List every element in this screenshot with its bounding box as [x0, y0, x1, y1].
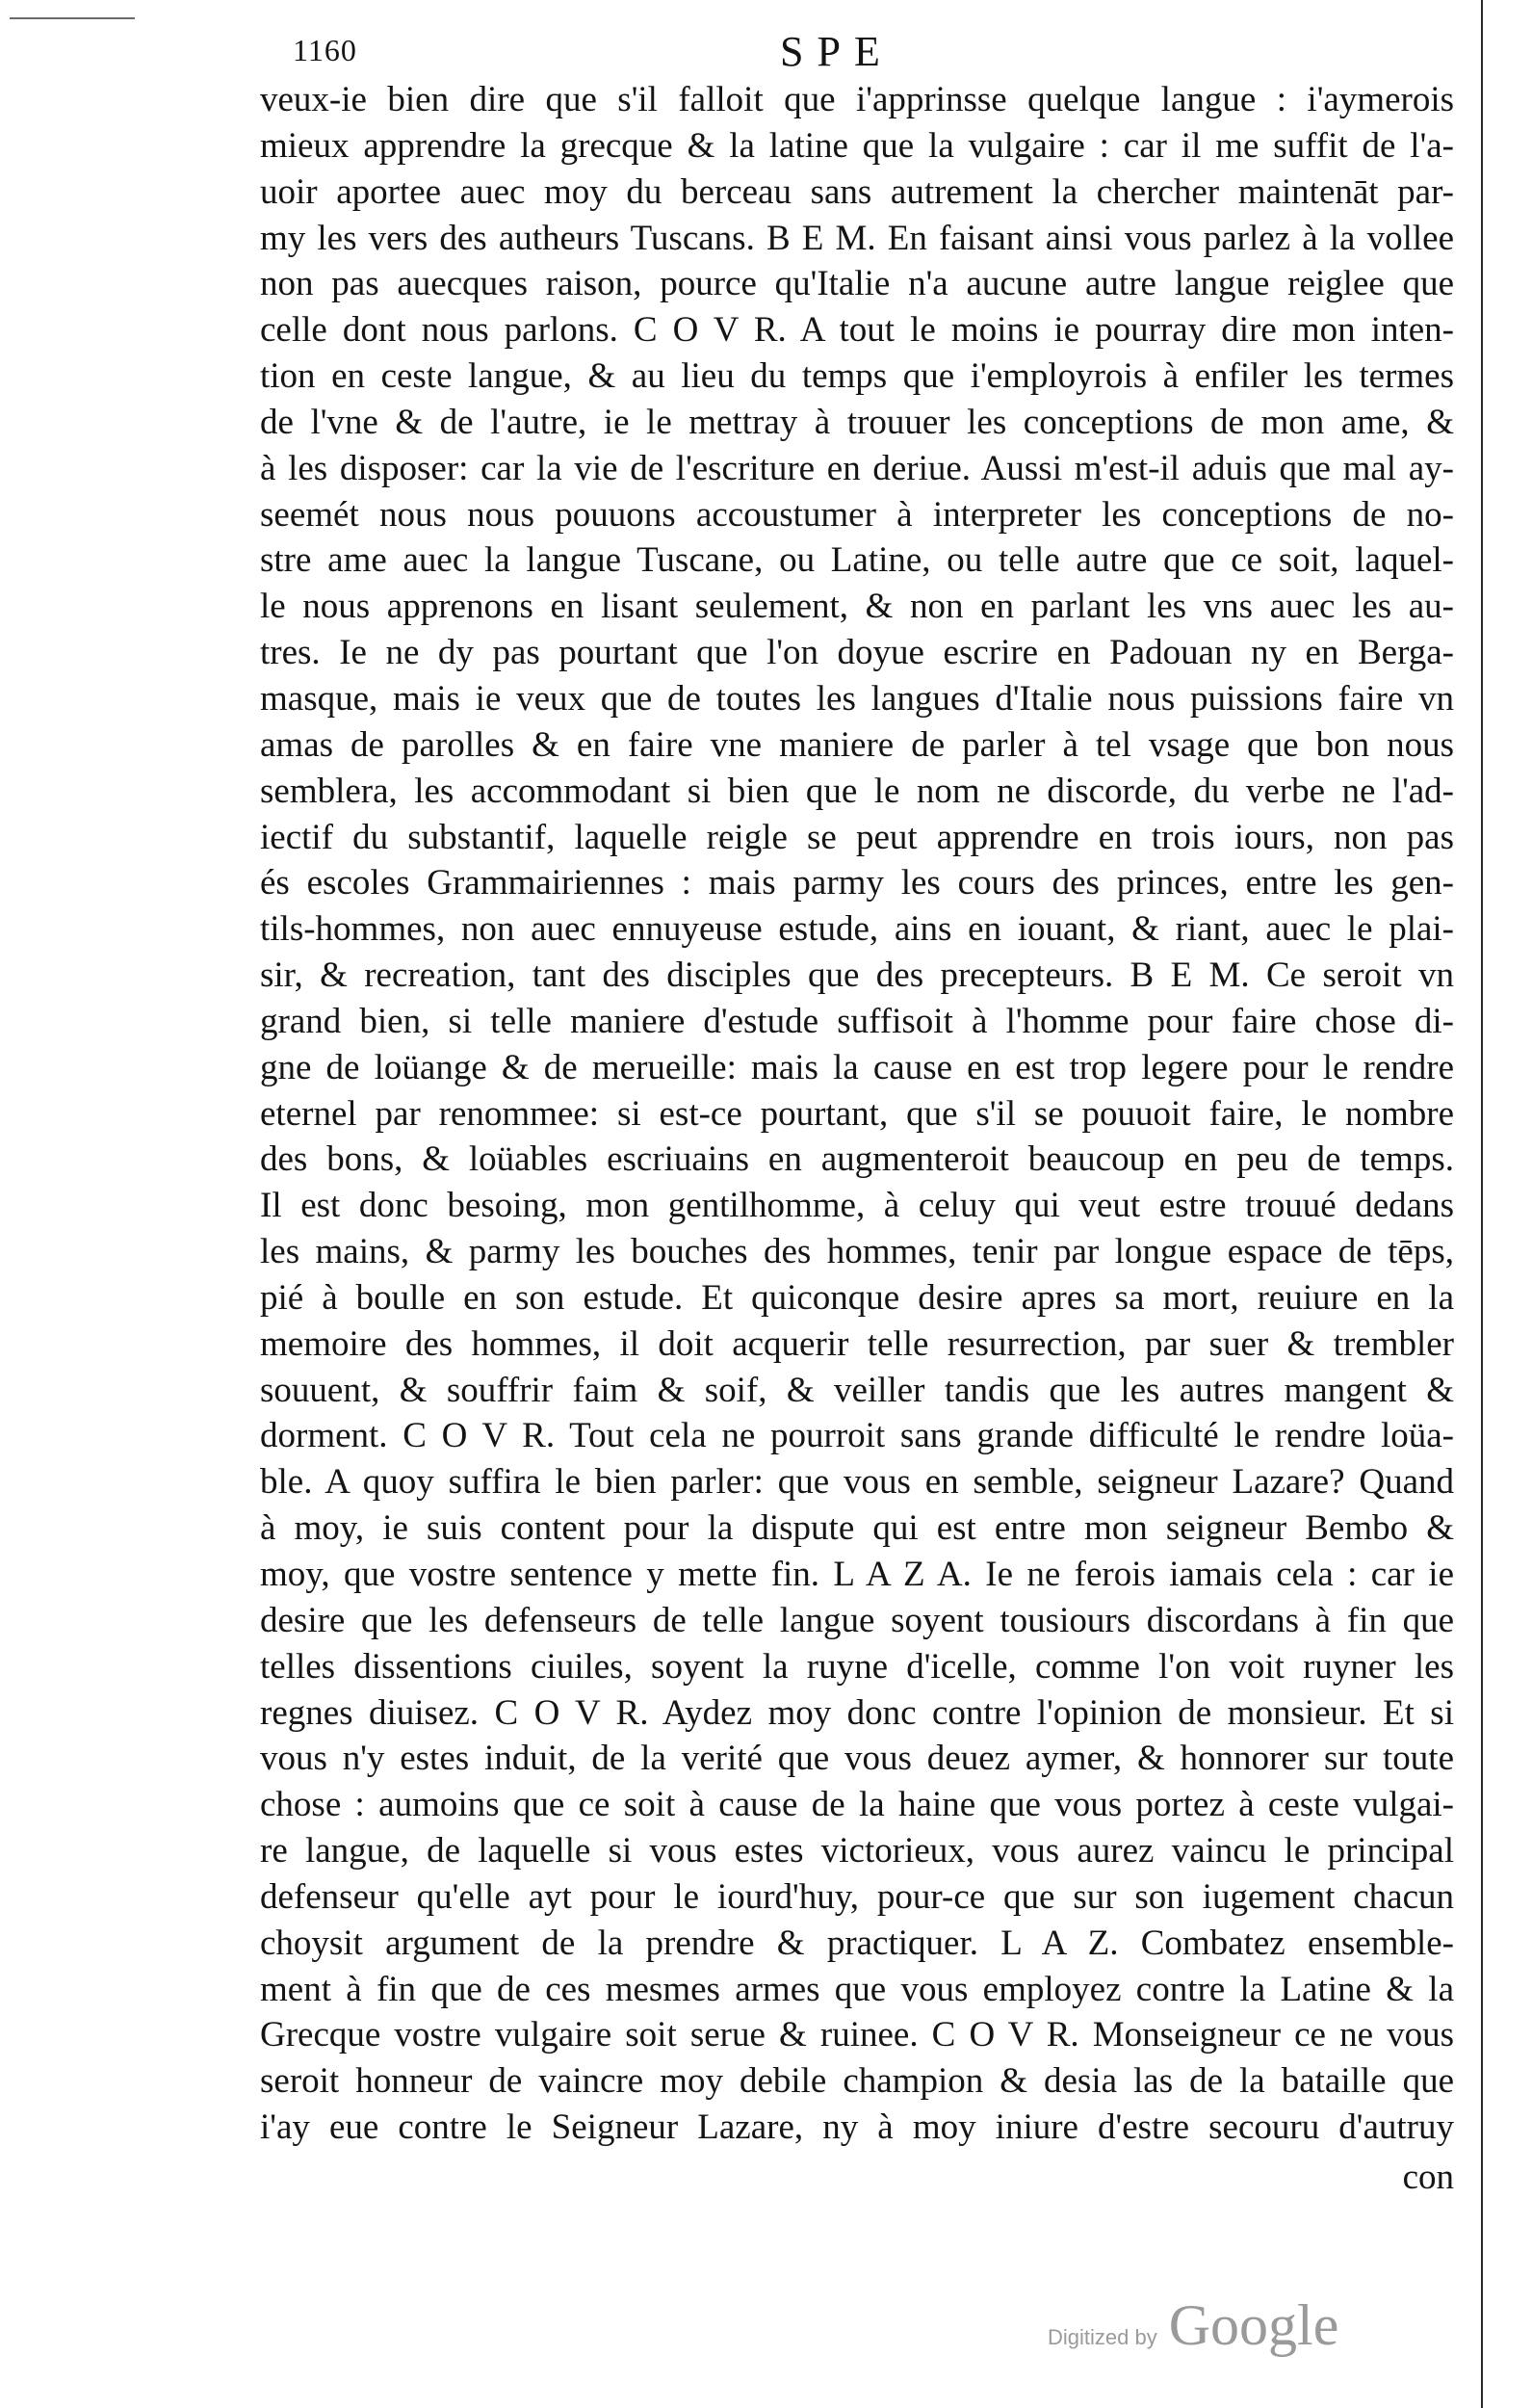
text-line: re langue, de laquelle si vous estes victorieux, vous aurez vaincu le principal	[260, 1831, 1454, 1871]
text-line: des bons, & loüables escriuains en augmenteroit beaucoup en peu de temps.	[260, 1139, 1454, 1180]
text-line: seemét nous nous pouuons accoustumer à interpreter les conceptions de no-	[260, 494, 1454, 535]
digitized-watermark	[1048, 2292, 1338, 2359]
text-line: defenseur qu'elle ayt pour le iourd'huy, pour-ce que sur son iugement chacun	[260, 1876, 1454, 1917]
text-line: veux-ie bien dire que s'il falloit que i'apprinsse quelque langue : i'aymerois	[260, 80, 1454, 119]
running-head: SPE	[780, 28, 894, 75]
text-line: gne de loüange & de merueille: mais la cause en est trop legere pour le rendre	[260, 1047, 1454, 1087]
text-line: à les disposer: car la vie de l'escriture en deriue. Aussi m'est-il aduis que mal ay-	[260, 448, 1454, 488]
text-line: amas de parolles & en faire vne maniere de parler à tel vsage que bon nous	[260, 724, 1454, 765]
text-line: moy, que vostre sentence y mette fin. L A Z A. Ie ne ferois iamais cela : car ie	[260, 1555, 1454, 1594]
scan-mark	[1481, 0, 1483, 2408]
catchword: con	[1402, 2157, 1454, 2197]
text-line: à moy, ie suis content pour la dispute qui est entre mon seigneur Bembo &	[260, 1508, 1454, 1549]
text-line: regnes diuisez. C O V R. Aydez moy donc contre l'opinion de monsieur. Et si	[260, 1692, 1454, 1733]
text-line: uoir aportee auec moy du berceau sans autrement la chercher maintenāt par-	[260, 171, 1454, 212]
page-number: 1160	[293, 33, 357, 67]
scan-mark	[10, 17, 135, 19]
text-line: telles dissentions ciuiles, soyent la ruyne d'icelle, comme l'on voit ruyner les	[260, 1646, 1454, 1687]
body-text	[260, 77, 1454, 2201]
text-line: non pas auecques raison, pource qu'Italie n'a aucune autre langue reiglee que	[260, 264, 1454, 304]
text-line: de l'vne & de l'autre, ie le mettray à trouuer les conceptions de mon ame, &	[260, 402, 1454, 442]
text-line: és escoles Grammairiennes : mais parmy les cours des princes, entre les gen-	[260, 863, 1454, 903]
text-line: le nous apprenons en lisant seulement, & non en parlant les vns auec les au-	[260, 587, 1454, 627]
text-line: masque, mais ie veux que de toutes les langues d'Italie nous puissions faire vn	[260, 678, 1454, 719]
text-line: stre ame auec la langue Tuscane, ou Latine, ou telle autre que ce soit, laquel-	[260, 540, 1454, 581]
text-line: eternel par renommee: si est-ce pourtant, que s'il se pouuoit faire, le nombre	[260, 1093, 1454, 1134]
text-line: seroit honneur de vaincre moy debile champion & desia las de la bataille que	[260, 2061, 1454, 2102]
text-line: desire que les defenseurs de telle langue soyent tousiours discordans à fin que	[260, 1600, 1454, 1640]
text-line: iectif du substantif, laquelle reigle se peut apprendre en trois iours, non pas	[260, 817, 1454, 857]
text-line: dorment. C O V R. Tout cela ne pourroit sans grande difficulté le rendre loüa-	[260, 1416, 1454, 1456]
text-line: tils-hommes, non auec ennuyeuse estude, ains en iouant, & riant, auec le plai-	[260, 909, 1454, 950]
watermark-brand: Google	[1168, 2293, 1339, 2357]
text-line: vous n'y estes induit, de la verité que vous deuez aymer, & honnorer sur toute	[260, 1739, 1454, 1779]
text-line: my les vers des autheurs Tuscans. B E M. En faisant ainsi vous parlez à la vollee	[260, 218, 1454, 258]
watermark-prefix: Digitized by	[1048, 2325, 1157, 2349]
text-line: ble. A quoy suffira le bien parler: que vous en semble, seigneur Lazare? Quand	[260, 1462, 1454, 1503]
text-line: i'ay eue contre le Seigneur Lazare, ny à moy iniure d'estre secouru d'autruy	[260, 2107, 1454, 2148]
text-line: memoire des hommes, il doit acquerir telle resurrection, par suer & trembler	[260, 1323, 1454, 1364]
text-line: Grecque vostre vulgaire soit serue & ruinee. C O V R. Monseigneur ce ne vous	[260, 2015, 1454, 2055]
text-line: souuent, & souffrir faim & soif, & veiller tandis que les autres mangent &	[260, 1370, 1454, 1410]
text-line: celle dont nous parlons. C O V R. A tout le moins ie pourray dire mon inten-	[260, 310, 1454, 351]
text-line: tion en ceste langue, & au lieu du temps que i'employrois à enfiler les termes	[260, 356, 1454, 397]
text-line: ment à fin que de ces mesmes armes que vous employez contre la Latine & la	[260, 1969, 1454, 2009]
text-line: semblera, les accommodant si bien que le nom ne discorde, du verbe ne l'ad-	[260, 771, 1454, 811]
text-line: tres. Ie ne dy pas pourtant que l'on doyue escrire en Padouan ny en Berga-	[260, 633, 1454, 673]
text-line: pié à boulle en son estude. Et quiconque desire apres sa mort, reuiure en la	[260, 1277, 1454, 1318]
text-line: choysit argument de la prendre & practiquer. L A Z. Combatez ensemble-	[260, 1923, 1454, 1963]
text-line: mieux apprendre la grecque & la latine que la vulgaire : car il me suffit de l'a-	[260, 125, 1454, 166]
text-line: grand bien, si telle maniere d'estude suffisoit à l'homme pour faire chose di-	[260, 1001, 1454, 1041]
text-line: Il est donc besoing, mon gentilhomme, à celuy qui veut estre trouué dedans	[260, 1186, 1454, 1226]
text-line: les mains, & parmy les bouches des hommes, tenir par longue espace de tēps,	[260, 1232, 1454, 1272]
text-line: sir, & recreation, tant des disciples que des precepteurs. B E M. Ce seroit vn	[260, 955, 1454, 996]
text-line: chose : aumoins que ce soit à cause de la haine que vous portez à ceste vulgai-	[260, 1785, 1454, 1825]
